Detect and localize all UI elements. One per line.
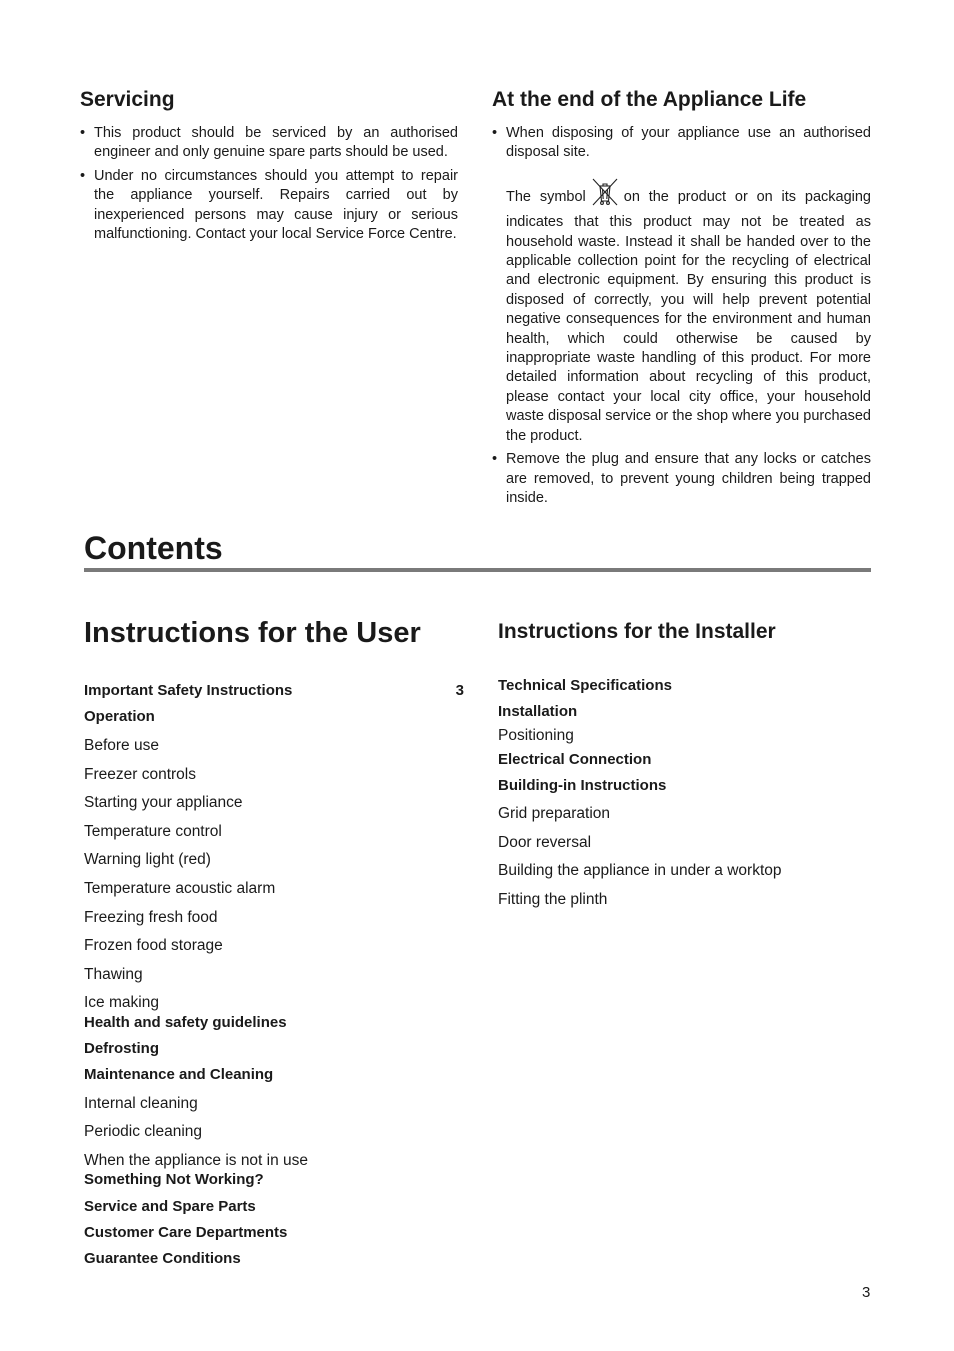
user-toc [84, 680, 464, 1280]
servicing-section [80, 88, 458, 248]
toc-entry: Grid preparation [498, 805, 611, 822]
page-reference: 3 [455, 682, 464, 699]
toc-entry: Technical Specifications [498, 677, 672, 694]
toc-entry: Before use [84, 737, 159, 754]
installer-toc [498, 675, 878, 935]
contents-divider [84, 568, 871, 572]
crossed-out-wheelie-bin-icon [590, 177, 620, 213]
toc-entry: Guarantee Conditions [84, 1250, 241, 1267]
toc-entry: Temperature acoustic alarm [84, 880, 276, 897]
toc-entry: Customer Care Departments [84, 1224, 288, 1241]
weee-paragraph: The symbol on the product or on its packaging indicates that this product may not be treated as household waste. Instead it shall be handed over to the applicable collection point for the recycling of electrical and electronic equipment. By ensuring this product is disposed of correctly, you will help prevent potential negative consequences for the environment and human health, which could otherwise be caused by inappropriate waste handling of this product. For more detailed information about recycling of this product, please contact your local city office, your household waste disposal service or the shop where you purchased the product. [506, 177, 871, 446]
toc-entry: Defrosting [84, 1040, 159, 1057]
toc-entry: Important Safety Instructions [84, 682, 293, 699]
servicing-heading: Servicing [80, 88, 175, 111]
toc-entry: Temperature control [84, 823, 222, 840]
toc-entry: Building the appliance in under a worktop [498, 862, 782, 879]
toc-entry: Internal cleaning [84, 1095, 198, 1112]
list-item: • When disposing of your appliance use an authorised disposal site. The symbol on the product or on its packaging indicates that this product may not be treated as household waste. Instead it shall be handed over to the applicable collection point for the recycling of electrical and electronic equipment. By ensuring this product is disposed of correctly, you will help prevent potential negative consequences for the environment and human health, which could otherwise be caused by inappropriate waste handling of this product. For more detailed information about recycling of this product, please contact your local city office, your household waste disposal service or the shop where you purchased the product. [492, 124, 871, 446]
list-item: • Under no circumstances should you attempt to repair the appliance yourself. Repairs carried out by inexperienced persons may cause injury or serious malfunctioning. Contact your local Service Force Centre. [80, 167, 458, 243]
toc-entry: Frozen food storage [84, 937, 223, 954]
toc-entry: Warning light (red) [84, 851, 211, 868]
toc-entry: Freezing fresh food [84, 909, 218, 926]
toc-entry: Building-in Instructions [498, 777, 667, 794]
toc-entry: Health and safety guidelines [84, 1014, 287, 1031]
toc-entry: Electrical Connection [498, 751, 652, 768]
servicing-list [80, 124, 458, 244]
user-instructions-heading: Instructions for the User [84, 617, 421, 649]
page-number: 3 [862, 1284, 871, 1301]
toc-entry: Freezer controls [84, 766, 196, 783]
toc-entry: Thawing [84, 966, 143, 983]
end-of-life-heading: At the end of the Appliance Life [492, 88, 807, 111]
list-item: • This product should be serviced by an authorised engineer and only genuine spare parts should be used. [80, 125, 458, 161]
contents-title: Contents [84, 530, 223, 566]
toc-entry: Door reversal [498, 834, 592, 851]
toc-entry: Fitting the plinth [498, 891, 608, 908]
end-of-life-list [492, 124, 871, 508]
list-item: • Remove the plug and ensure that any locks or catches are removed, to prevent young children being trapped inside. [492, 451, 871, 506]
toc-entry: Service and Spare Parts [84, 1198, 256, 1215]
installer-instructions-heading: Instructions for the Installer [498, 620, 776, 643]
toc-entry: Something Not Working? [84, 1171, 264, 1188]
end-of-life-section [492, 88, 871, 512]
toc-entry: Operation [84, 708, 155, 725]
toc-entry: Starting your appliance [84, 794, 243, 811]
toc-entry: Positioning [498, 727, 574, 744]
toc-entry: Ice making [84, 994, 159, 1011]
toc-entry: When the appliance is not in use [84, 1152, 309, 1169]
toc-entry: Installation [498, 703, 578, 720]
toc-entry: Maintenance and Cleaning [84, 1066, 274, 1083]
toc-entry: Periodic cleaning [84, 1123, 203, 1140]
